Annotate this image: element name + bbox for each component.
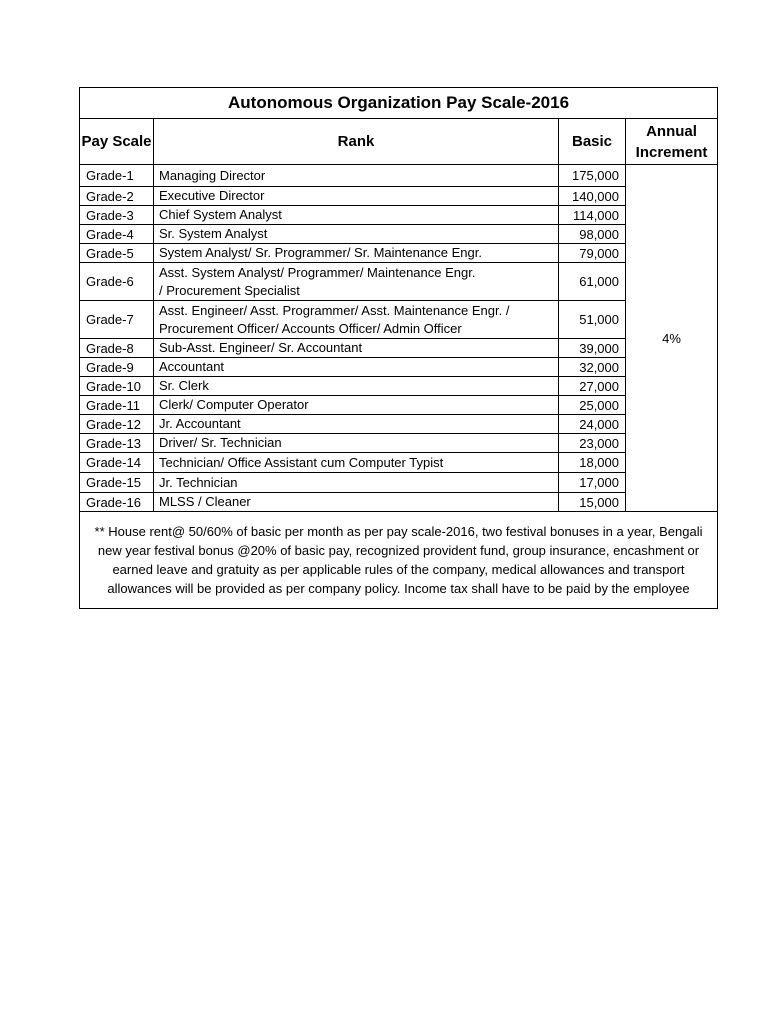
- basic-cell: 61,000: [559, 263, 626, 301]
- rank-line: Sub-Asst. Engineer/ Sr. Accountant: [159, 340, 363, 355]
- rank-line: Sr. Clerk: [159, 378, 209, 393]
- rank-cell: [154, 377, 559, 396]
- rank-line: Technician/ Office Assistant cum Computer Typist: [159, 454, 444, 470]
- rank-line: Sr. System Analyst: [159, 226, 268, 241]
- grade-cell: Grade-16: [80, 493, 154, 512]
- grade-cell: Grade-4: [80, 225, 154, 244]
- basic-cell: 18,000: [559, 453, 626, 473]
- table-row: [80, 187, 718, 206]
- grade-cell: Grade-5: [80, 244, 154, 263]
- rank-line: Chief System Analyst: [159, 207, 282, 222]
- rank-line: Asst. Engineer/ Asst. Programmer/ Asst. Maintenance Engr. /: [159, 302, 510, 318]
- table-row: [80, 434, 718, 453]
- basic-cell: 23,000: [559, 434, 626, 453]
- grade-cell: Grade-10: [80, 377, 154, 396]
- table-title: Autonomous Organization Pay Scale-2016: [80, 88, 718, 119]
- rank-line: System Analyst/ Sr. Programmer/ Sr. Maintenance Engr.: [159, 245, 482, 260]
- grade-cell: Grade-14: [80, 453, 154, 473]
- pay-scale-table: [79, 87, 718, 609]
- table-row: [80, 396, 718, 415]
- rank-cell: [154, 263, 559, 301]
- grade-cell: Grade-13: [80, 434, 154, 453]
- rank-cell: [154, 165, 559, 187]
- table-row: [80, 493, 718, 512]
- grade-cell: Grade-12: [80, 415, 154, 434]
- table-body: [80, 165, 718, 512]
- basic-cell: 25,000: [559, 396, 626, 415]
- table-row: [80, 377, 718, 396]
- table-row: [80, 453, 718, 473]
- rank-line: Driver/ Sr. Technician: [159, 435, 282, 450]
- grade-cell: Grade-1: [80, 165, 154, 187]
- grade-cell: Grade-9: [80, 358, 154, 377]
- header-basic: Basic: [559, 119, 626, 165]
- rank-cell: [154, 473, 559, 493]
- grade-cell: Grade-3: [80, 206, 154, 225]
- rank-line: / Procurement Specialist: [159, 282, 300, 298]
- rank-line: Asst. System Analyst/ Programmer/ Maintenance Engr.: [159, 264, 476, 280]
- basic-cell: 140,000: [559, 187, 626, 206]
- rank-line: Clerk/ Computer Operator: [159, 397, 309, 412]
- basic-cell: 17,000: [559, 473, 626, 493]
- basic-cell: 27,000: [559, 377, 626, 396]
- rank-cell: [154, 301, 559, 339]
- basic-cell: 32,000: [559, 358, 626, 377]
- basic-cell: 98,000: [559, 225, 626, 244]
- table-row: [80, 263, 718, 301]
- table-row: [80, 301, 718, 339]
- rank-cell: [154, 453, 559, 473]
- footnote: ** House rent@ 50/60% of basic per month as per pay scale-2016, two festival bonuses in a year, Bengali new year festival bonus @20% of basic pay, recognized provident fund, group insurance, encashment or earned leave and gratuity as per applicable rules of the company, medical allowances and transport allowances will be provided as per company policy. Income tax shall have to be paid by the employee: [80, 512, 718, 609]
- rank-line: MLSS / Cleaner: [159, 494, 251, 509]
- rank-cell: [154, 206, 559, 225]
- basic-cell: 51,000: [559, 301, 626, 339]
- basic-cell: 39,000: [559, 339, 626, 358]
- table-row: [80, 225, 718, 244]
- rank-cell: [154, 339, 559, 358]
- basic-cell: 175,000: [559, 165, 626, 187]
- basic-cell: 114,000: [559, 206, 626, 225]
- header-annual-increment: Annual Increment: [626, 119, 718, 165]
- grade-cell: Grade-15: [80, 473, 154, 493]
- header-pay-scale: Pay Scale: [80, 119, 154, 165]
- rank-line: Managing Director: [159, 167, 266, 183]
- basic-cell: 15,000: [559, 493, 626, 512]
- table-row: [80, 339, 718, 358]
- annual-increment-cell: 4%: [626, 165, 718, 512]
- rank-cell: [154, 225, 559, 244]
- header-rank: Rank: [154, 119, 559, 165]
- rank-cell: [154, 358, 559, 377]
- rank-cell: [154, 434, 559, 453]
- table-row: [80, 165, 718, 187]
- grade-cell: Grade-6: [80, 263, 154, 301]
- rank-cell: [154, 415, 559, 434]
- rank-line: Jr. Technician: [159, 474, 238, 490]
- rank-line: Procurement Officer/ Accounts Officer/ Admin Officer: [159, 320, 462, 336]
- rank-cell: [154, 396, 559, 415]
- grade-cell: Grade-7: [80, 301, 154, 339]
- rank-line: Executive Director: [159, 188, 265, 203]
- table-row: [80, 358, 718, 377]
- rank-cell: [154, 187, 559, 206]
- rank-line: Accountant: [159, 359, 225, 374]
- grade-cell: Grade-11: [80, 396, 154, 415]
- table-row: [80, 244, 718, 263]
- grade-cell: Grade-8: [80, 339, 154, 358]
- table-row: [80, 415, 718, 434]
- rank-line: Jr. Accountant: [159, 416, 241, 431]
- rank-cell: [154, 493, 559, 512]
- rank-cell: [154, 244, 559, 263]
- grade-cell: Grade-2: [80, 187, 154, 206]
- table-row: [80, 473, 718, 493]
- basic-cell: 79,000: [559, 244, 626, 263]
- basic-cell: 24,000: [559, 415, 626, 434]
- table-row: [80, 206, 718, 225]
